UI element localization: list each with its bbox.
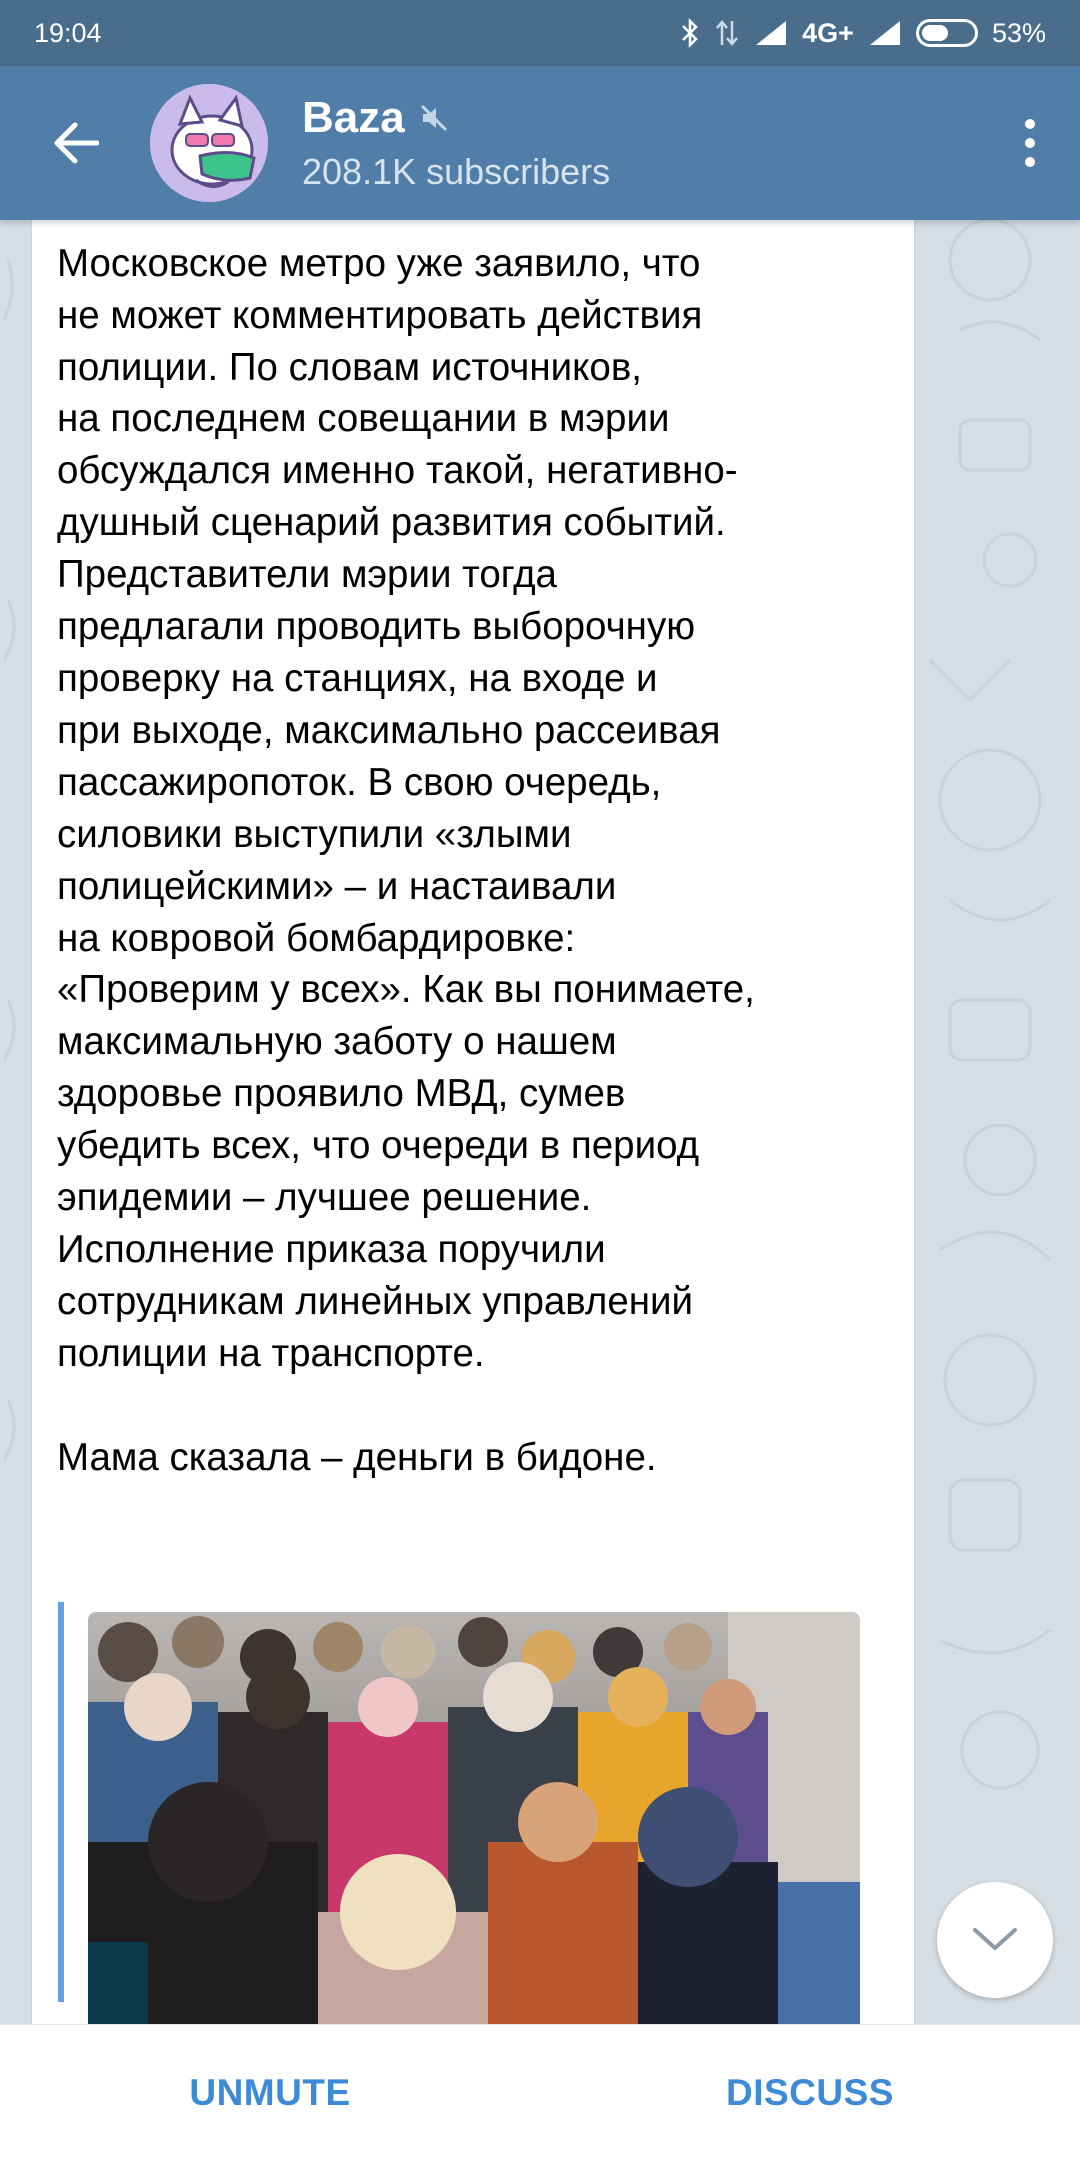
back-button[interactable] <box>0 66 150 220</box>
message-text: Московское метро уже заявило, что не может комментировать действия полиции. По словам источников, на последнем совещании в мэрии обсуждался именно такой, негативно- душный сценарий развития событий. Представители мэрии тогда предлагали проводить выборочную проверку на станциях, на входе и при выходе, максимально рассеивая пассажиропоток. В свою очередь, силовики выступили «злыми полицейскими» – и настаивали на ковровой бомбардировке: «Проверим у всех». Как вы понимаете, максимальную заботу о нашем здоровье проявило МВД, сумев убедить всех, что очереди в период эпидемии – лучшее решение. Исполнение приказа поручили сотрудникам линейных управлений полиции на транспорте. Мама сказала – деньги в бидоне. <box>57 241 755 1479</box>
discuss-button[interactable]: DISCUSS <box>726 2071 894 2113</box>
scroll-down-button[interactable] <box>937 1882 1053 1998</box>
message-bubble[interactable] <box>32 150 914 2050</box>
network-type: 4G+ <box>802 17 854 48</box>
message-photo[interactable] <box>88 1612 860 2032</box>
status-icons <box>680 18 1046 49</box>
chevron-down-icon <box>971 1926 1019 1954</box>
data-transfer-icon <box>714 18 740 48</box>
signal-icon-2 <box>868 19 902 47</box>
arrow-left-icon <box>51 121 99 165</box>
speaker-muted-icon <box>419 103 449 133</box>
battery-percent: 53% <box>991 17 1046 48</box>
signal-icon <box>754 19 788 47</box>
unmute-button[interactable]: UNMUTE <box>189 2071 351 2113</box>
link-preview-bar <box>58 1602 64 2002</box>
bluetooth-icon <box>680 18 700 48</box>
bottom-action-bar <box>0 2024 1080 2160</box>
channel-info[interactable] <box>302 93 980 193</box>
channel-avatar[interactable] <box>150 84 268 202</box>
more-vertical-icon <box>1023 118 1037 168</box>
more-menu-button[interactable] <box>980 66 1080 220</box>
chat-header <box>0 66 1080 220</box>
battery-icon <box>916 19 978 47</box>
channel-title: Baza <box>302 93 405 142</box>
status-bar <box>0 0 1080 66</box>
subscriber-count: 208.1K subscribers <box>302 151 611 192</box>
status-time: 19:04 <box>34 17 102 48</box>
